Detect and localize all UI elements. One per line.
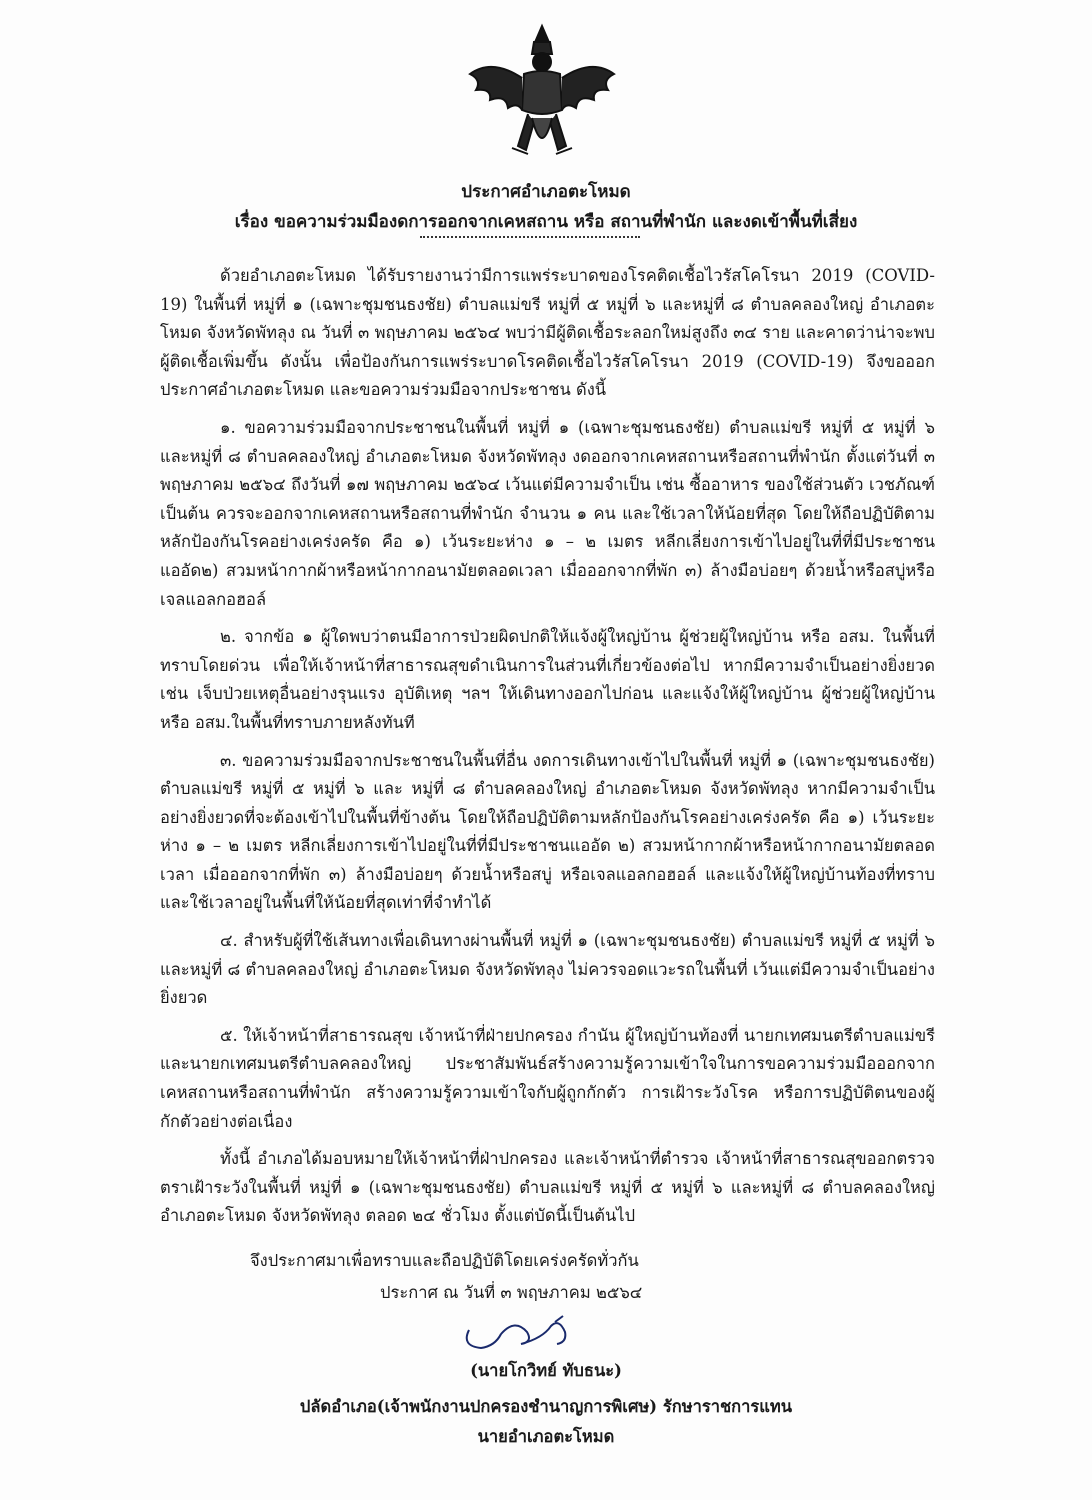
divider bbox=[420, 236, 640, 238]
announcement-date: ประกาศ ณ วันที่ ๓ พฤษภาคม ๒๕๖๔ bbox=[380, 1283, 643, 1302]
paragraph-intro: ด้วยอำเภอตะโหมด ได้รับรายงานว่ามีการแพร่ระบาดของโรคติดเชื้อไวรัสโคโรนา 2019 (COVID-19) ในพื้นที่ หมู่ที่ ๑ (เฉพาะชุมชนธงชัย) ตำบลแม่ขรี หมู่ที่ ๕ หมู่ที่ ๖ และหมู่ที่ ๘ ตำบลคลองใหญ่ อำเภอตะโหมด จังหวัดพัทลุง ณ วันที่ ๓ พฤษภาคม ๒๕๖๔ พบว่ามีผู้ติดเชื้อระลอกใหม่สูงถึง ๓๔ ราย และคาดว่าน่าจะพบผู้ติดเชื้อเพิ่มขึ้น ดังนั้น เพื่อป้องกันการแพร่ระบาดโรคติดเชื้อไวรัสโคโรนา 2019 (COVID-19) จึงขอออกประกาศอำเภอตะโหมด และขอความร่วมมือจากประชาชน ดังนี้ bbox=[160, 266, 935, 400]
signatory-position: ปลัดอำเภอ(เจ้าพนักงานปกครองชำนาญการพิเศษ) รักษาราชการแทน bbox=[299, 1397, 793, 1416]
paragraph-item-1: ๑. ขอความร่วมมือจากประชาชนในพื้นที่ หมู่ที่ ๑ (เฉพาะชุมชนธงชัย) ตำบลแม่ขรี หมู่ที่ ๕ หมู่ที่ ๖ และหมู่ที่ ๘ ตำบลคลองใหญ่ อำเภอตะโหมด จังหวัดพัทลุง งดออกจากเคหสถานหรือสถานที่พำนัก ตั้งแต่วันที่ ๓ พฤษภาคม ๒๕๖๔ ถึงวันที่ ๑๗ พฤษภาคม ๒๕๖๔ เว้นแต่มีความจำเป็น เช่น ซื้ออาหาร ของใช้ส่วนตัว เวชภัณฑ์ เป็นต้น ควรจะออกจากเคหสถานหรือสถานที่พำนัก จำนวน ๑ คน และใช้เวลาให้น้อยที่สุด โดยให้ถือปฏิบัติตามหลักป้องกันโรคอย่างเคร่งครัด คือ ๑) เว้นระยะห่าง ๑ – ๒ เมตร หลีกเลี่ยงการเข้าไปอยู่ในที่ที่มีประชาชนแออัด๒) สวมหน้ากากผ้าหรือหน้ากากอนามัยตลอดเวลา เมื่อออกจากที่พัก ๓) ล้างมือบ่อยๆ ด้วยน้ำหรือสบู่หรือ เจลแอลกอฮอล์ bbox=[160, 417, 935, 609]
signatory-office: นายอำเภอตะโหมด bbox=[477, 1427, 615, 1446]
document-title: ประกาศอำเภอตะโหมด bbox=[461, 182, 631, 202]
signatory-name: (นายโกวิทย์ ทับธนะ) bbox=[470, 1361, 622, 1380]
paragraph-item-2: ๒. จากข้อ ๑ ผู้ใดพบว่าตนมีอาการป่วยผิดปกติให้แจ้งผู้ใหญ่บ้าน ผู้ช่วยผู้ใหญ่บ้าน หรือ อสม. ในพื้นที่ทราบโดยด่วน เพื่อให้เจ้าหน้าที่สาธารณสุขดำเนินการในส่วนที่เกี่ยวข้องต่อไป หากมีความจำเป็นอย่างยิ่งยวด เช่น เจ็บป่วยเหตุอื่นอย่างรุนแรง อุบัติเหตุ ฯลฯ ให้เดินทางออกไปก่อน และแจ้งให้ผู้ใหญ่บ้าน ผู้ช่วยผู้ใหญ่บ้าน หรือ อสม.ในพื้นที่ทราบภายหลังทันที bbox=[160, 627, 935, 732]
garuda-emblem-icon bbox=[462, 18, 622, 168]
paragraph-item-3: ๓. ขอความร่วมมือจากประชาชนในพื้นที่อื่น งดการเดินทางเข้าไปในพื้นที่ หมู่ที่ ๑ (เฉพาะชุมชนธงชัย) ตำบลแม่ขรี หมู่ที่ ๕ หมู่ที่ ๖ และ หมู่ที่ ๘ ตำบลคลองใหญ่ อำเภอตะโหมด จังหวัดพัทลุง หากมีความจำเป็นอย่างยิ่งยวดที่จะต้องเข้าไปในพื้นที่ข้างต้น โดยให้ถือปฏิบัติตามหลักป้องกันโรคอย่างเคร่งครัด คือ ๑) เว้นระยะห่าง ๑ – ๒ เมตร หลีกเลี่ยงการเข้าไปอยู่ในที่ที่มีประชาชนแออัด ๒) สวมหน้ากากผ้าหรือหน้ากากอนามัยตลอดเวลา เมื่อออกจากที่พัก ๓) ล้างมือบ่อยๆ ด้วยน้ำหรือสบู่ หรือเจลแอลกอฮอล์ และแจ้งให้ผู้ใหญ่บ้านท้องที่ทราบและใช้เวลาอยู่ในพื้นที่ให้น้อยที่สุดเท่าที่จำทำได้ bbox=[160, 750, 935, 913]
paragraph-enforcement: ทั้งนี้ อำเภอได้มอบหมายให้เจ้าหน้าที่ฝ่าปกครอง และเจ้าหน้าที่ตำรวจ เจ้าหน้าที่สาธารณสุขออกตรวจตราเฝ้าระวังในพื้นที่ หมู่ที่ ๑ (เฉพาะชุมชนธงชัย) ตำบลแม่ขรี หมู่ที่ ๕ หมู่ที่ ๖ และหมู่ที่ ๘ ตำบลคลองใหญ่ อำเภอตะโหมด จังหวัดพัทลุง ตลอด ๒๔ ชั่วโมง ตั้งแต่บัดนี้เป็นต้นไป bbox=[160, 1149, 935, 1226]
signature-icon bbox=[455, 1308, 585, 1354]
document-subject: เรื่อง ขอความร่วมมืองดการออกจากเคหสถาน หรือ สถานที่พำนัก และงดเข้าพื้นที่เสี่ยง bbox=[234, 212, 858, 232]
document-body bbox=[160, 262, 935, 1240]
paragraph-item-4: ๔. สำหรับผู้ที่ใช้เส้นทางเพื่อเดินทางผ่านพื้นที่ หมู่ที่ ๑ (เฉพาะชุมชนธงชัย) ตำบลแม่ขรี หมู่ที่ ๕ หมู่ที่ ๖ และหมู่ที่ ๘ ตำบลคลองใหญ่ อำเภอตะโหมด จังหวัดพัทลุง ไม่ควรจอดแวะรถในพื้นที่ เว้นแต่มีความจำเป็นอย่างยิ่งยวด bbox=[160, 931, 935, 1008]
paragraph-item-5: ๕. ให้เจ้าหน้าที่สาธารณสุข เจ้าหน้าที่ฝ่ายปกครอง กำนัน ผู้ใหญ่บ้านท้องที่ นายกเทศมนตรีตำบลแม่ขรี และนายกเทศมนตรีตำบลคลองใหญ่ ประชาสัมพันธ์สร้างความรู้ความเข้าใจในการขอความร่วมมือออกจากเคหสถานหรือสถานที่พำนัก สร้างความรู้ความเข้าใจกับผู้ถูกกักตัว การเฝ้าระวังโรค หรือการปฏิบัติตนของผู้กักตัวอย่างต่อเนื่อง bbox=[160, 1025, 935, 1131]
closing-statement: จึงประกาศมาเพื่อทราบและถือปฏิบัติโดยเคร่งครัดทั่วกัน bbox=[250, 1251, 639, 1270]
